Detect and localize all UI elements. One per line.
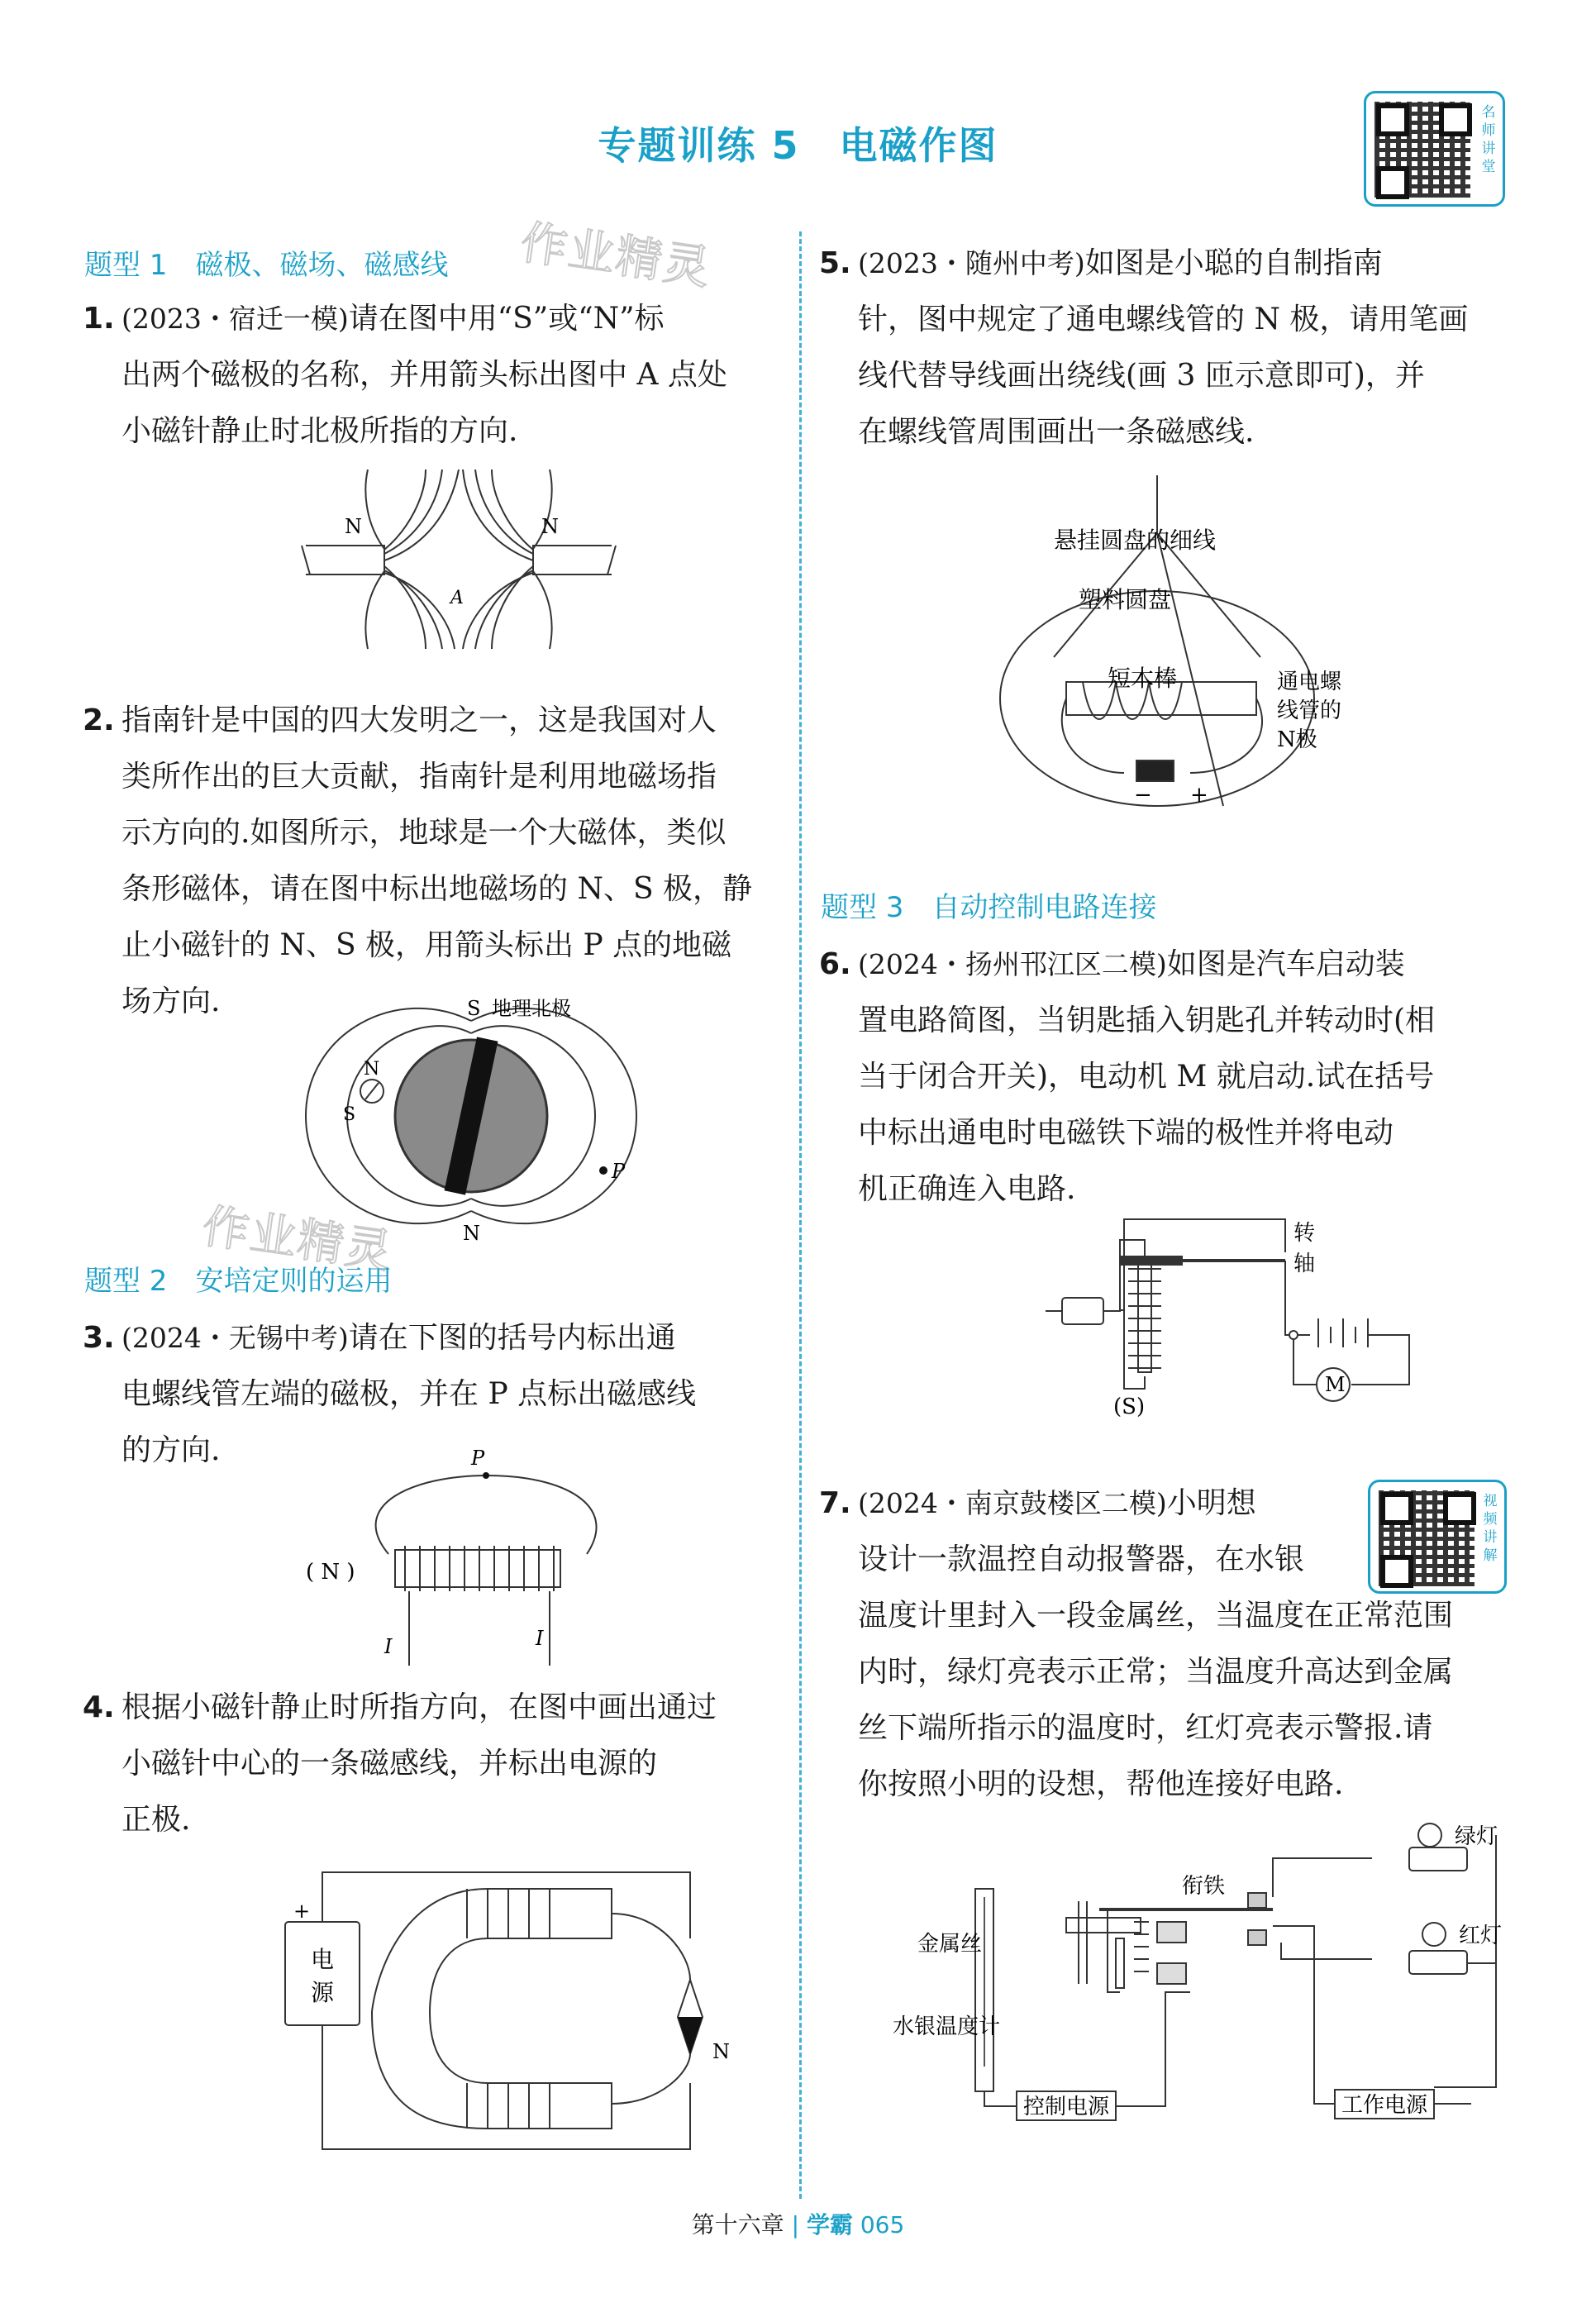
question-text: 在螺线管周围画出一条磁感线. bbox=[858, 415, 1255, 449]
page-title: 专题训练 5 电磁作图 bbox=[598, 123, 998, 168]
question-text: 设计一款温控自动报警器，在水银 bbox=[858, 1542, 1305, 1576]
question-text: 内时，绿灯亮表示正常；当温度升高达到金属 bbox=[858, 1655, 1454, 1689]
question-5 bbox=[819, 236, 1511, 460]
figure-4-u-magnet bbox=[281, 1856, 744, 2162]
question-text: 场方向. bbox=[121, 984, 221, 1018]
qr-code-q7[interactable] bbox=[1368, 1480, 1507, 1594]
question-text: 当于闭合开关)，电动机 M 就启动.试在括号 bbox=[858, 1060, 1435, 1094]
fig6-pivot-2: 轴 bbox=[1293, 1251, 1316, 1276]
question-6 bbox=[819, 937, 1511, 1218]
qr-label: 名师讲堂 bbox=[1481, 104, 1496, 175]
question-text: 示方向的.如图所示，地球是一个大磁体，类似 bbox=[121, 816, 727, 850]
question-text: 小明想 bbox=[1166, 1486, 1256, 1520]
fig3-current-right: I bbox=[536, 1627, 544, 1650]
question-text: 条形磁体，请在图中标出地磁场的 N、S 极，静 bbox=[121, 872, 753, 906]
fig2-needle-n: N bbox=[364, 1059, 380, 1080]
question-text: 小磁针中心的一条磁感线，并标出电源的 bbox=[121, 1747, 658, 1781]
question-text: 根据小磁针静止时所指方向，在图中画出通过 bbox=[121, 1690, 717, 1724]
fig3-pole-bracket: ( N ) bbox=[306, 1560, 355, 1585]
question-number: 7. bbox=[819, 1486, 851, 1520]
question-text: 止小磁针的 N、S 极，用箭头标出 P 点的地磁 bbox=[121, 928, 732, 962]
fig6-pivot-1: 转 bbox=[1293, 1221, 1316, 1246]
watermark: 作业精灵 bbox=[198, 1199, 397, 1280]
section-heading-1: 题型 1 磁极、磁场、磁感线 bbox=[84, 249, 449, 282]
fig7-thermometer: 水银温度计 bbox=[893, 2014, 1001, 2039]
fig5-thread: 悬挂圆盘的细线 bbox=[1054, 527, 1217, 554]
fig5-disk: 塑料圆盘 bbox=[1079, 586, 1172, 613]
footer-brand: 学霸 bbox=[806, 2211, 853, 2238]
fig6-pole-bracket: (S) bbox=[1113, 1394, 1146, 1419]
fig7-green-light: 绿灯 bbox=[1455, 1824, 1498, 1849]
question-number: 3. bbox=[83, 1321, 115, 1355]
question-text: 机正确连入电路. bbox=[858, 1172, 1076, 1206]
figure-7-alarm-circuit bbox=[893, 1819, 1529, 2133]
fig4-plus: + bbox=[293, 1900, 311, 1923]
question-text: 正极. bbox=[121, 1803, 191, 1837]
question-text: 中标出通电时电磁铁下端的极性并将电动 bbox=[858, 1116, 1394, 1150]
question-text: 你按照小明的设想，帮他连接好电路. bbox=[858, 1767, 1344, 1801]
fig5-stick: 短木棒 bbox=[1108, 665, 1178, 692]
question-text: 温度计里封入一段金属丝，当温度在正常范围 bbox=[858, 1599, 1454, 1633]
question-3 bbox=[83, 1310, 774, 1479]
fig2-top-pole: S bbox=[467, 997, 481, 1020]
question-number: 1. bbox=[83, 302, 115, 336]
question-number: 2. bbox=[83, 703, 115, 737]
question-text: 针，图中规定了通电螺线管的 N 极，请用笔画 bbox=[858, 303, 1469, 336]
qr-code-top[interactable] bbox=[1364, 91, 1505, 207]
fig3-current-left: I bbox=[384, 1635, 393, 1658]
question-source: (2023・随州中考) bbox=[858, 247, 1085, 279]
fig3-point-p: P bbox=[471, 1447, 485, 1470]
question-number: 4. bbox=[83, 1690, 115, 1724]
fig2-bottom-pole: N bbox=[463, 1222, 480, 1245]
fig4-needle-n: N bbox=[712, 2040, 730, 2063]
question-source: (2024・无锡中考) bbox=[121, 1322, 349, 1354]
fig4-power-2: 源 bbox=[311, 1979, 335, 2006]
fig5-solenoid-2: 线管的 bbox=[1277, 698, 1342, 723]
fig1-left-pole: N bbox=[345, 515, 362, 538]
figure-5-compass bbox=[992, 475, 1389, 814]
figure-3-solenoid bbox=[298, 1447, 628, 1678]
question-text: 的方向. bbox=[121, 1433, 221, 1467]
footer-page-number: 065 bbox=[860, 2211, 905, 2238]
fig6-motor: M bbox=[1325, 1373, 1346, 1396]
question-text: 丝下端所指示的温度时，红灯亮表示警报.请 bbox=[858, 1711, 1433, 1745]
fig2-point-p: P bbox=[612, 1160, 626, 1183]
page-footer: 第十六章 | 学霸 065 bbox=[691, 2211, 905, 2238]
question-text: 请在图中用“S”或“N”标 bbox=[348, 302, 665, 336]
qr-label: 视频讲解 bbox=[1483, 1493, 1498, 1564]
fig2-geo-north-label: 地理北极 bbox=[492, 997, 571, 1020]
fig1-point-a: A bbox=[450, 588, 464, 608]
section-heading-3: 题型 3 自动控制电路连接 bbox=[821, 891, 1157, 924]
question-source: (2024・扬州邗江区二模) bbox=[858, 948, 1167, 980]
fig5-minus: − bbox=[1134, 783, 1152, 808]
fig4-power-1: 电 bbox=[311, 1946, 335, 1973]
question-text: 电螺线管左端的磁极，并在 P 点标出磁感线 bbox=[121, 1377, 697, 1411]
question-text: 置电路简图，当钥匙插入钥匙孔并转动时(相 bbox=[858, 1004, 1436, 1037]
fig7-armature: 衔铁 bbox=[1182, 1874, 1226, 1899]
question-text: 类所作出的巨大贡献，指南针是利用地磁场指 bbox=[121, 760, 717, 794]
footer-chapter: 第十六章 bbox=[691, 2211, 784, 2238]
question-text: 小磁针静止时北极所指的方向. bbox=[121, 414, 518, 448]
fig7-work-source: 工作电源 bbox=[1341, 2093, 1428, 2118]
fig7-control-source: 控制电源 bbox=[1023, 2095, 1110, 2119]
fig5-plus: + bbox=[1190, 783, 1208, 808]
question-text: 指南针是中国的四大发明之一，这是我国对人 bbox=[121, 703, 717, 737]
fig5-solenoid-1: 通电螺 bbox=[1277, 670, 1342, 694]
section-heading-2: 题型 2 安培定则的运用 bbox=[84, 1265, 393, 1298]
question-text: 如图是汽车启动装 bbox=[1166, 947, 1405, 981]
question-1 bbox=[83, 291, 774, 460]
question-number: 5. bbox=[819, 246, 851, 280]
fig7-metal-wire: 金属丝 bbox=[917, 1932, 983, 1957]
figure-2-earth bbox=[298, 992, 653, 1248]
question-source: (2024・南京鼓楼区二模) bbox=[858, 1487, 1167, 1519]
question-source: (2023・宿迁一模) bbox=[121, 303, 349, 335]
figure-1-magnets bbox=[302, 463, 616, 657]
question-text: 如图是小聪的自制指南 bbox=[1084, 246, 1383, 280]
question-4 bbox=[83, 1680, 774, 1848]
figure-6-car-starter bbox=[1046, 1211, 1442, 1422]
question-text: 请在下图的括号内标出通 bbox=[348, 1321, 676, 1355]
question-number: 6. bbox=[819, 947, 851, 981]
question-text: 线代替导线画出绕线(画 3 匝示意即可)，并 bbox=[858, 359, 1425, 393]
fig1-right-pole: N bbox=[541, 515, 559, 538]
column-divider bbox=[799, 231, 802, 2199]
fig7-red-light: 红灯 bbox=[1459, 1924, 1503, 1948]
watermark: 作业精灵 bbox=[517, 216, 715, 296]
question-2 bbox=[83, 693, 774, 1030]
fig2-needle-s: S bbox=[343, 1104, 356, 1125]
fig5-solenoid-3: N极 bbox=[1277, 727, 1317, 752]
question-text: 出两个磁极的名称，并用箭头标出图中 A 点处 bbox=[121, 358, 727, 392]
